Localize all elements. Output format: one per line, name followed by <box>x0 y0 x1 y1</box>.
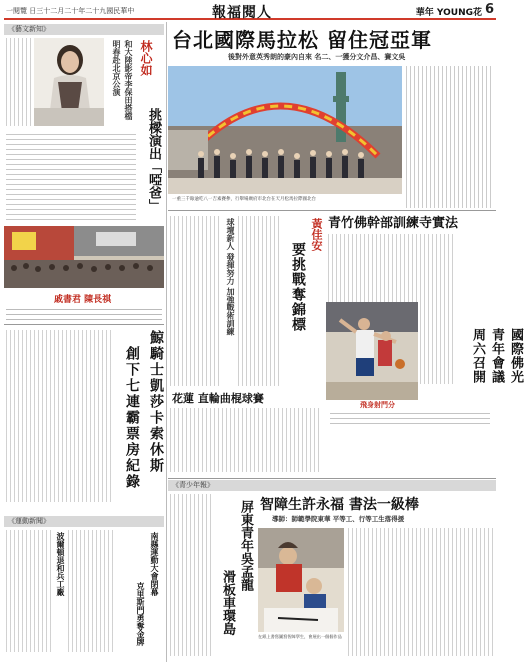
youth-tag: 《青少年報》 <box>168 480 496 491</box>
calligraphy-photo <box>258 528 344 632</box>
marathon-article <box>168 22 496 210</box>
h-divider-bottom <box>168 478 496 479</box>
marathon-body <box>406 66 494 208</box>
basketball-photo-caption: 飛身射門分 <box>360 401 395 409</box>
marathon-headline: 台北國際馬拉松 留住冠亞軍 <box>172 28 432 52</box>
basketball-caption-text <box>330 412 490 424</box>
marathon-photo-caption: 一重三千餘逾吃八一吉素賽參，行舉場廣府市北台在天月松馬拉際國北台 <box>172 197 316 202</box>
calligraphy-photo-caption: 在紙上書寫圖寫智障學生，會展出一個個作品 <box>258 634 342 639</box>
subhead-line-1: 和大陸影帝李保田搭檔 <box>124 40 134 120</box>
gold-medal-headline: 克里斯門勇奪金牌 <box>136 582 146 646</box>
headline-main: 挑樑演出「啞爸」 <box>146 108 161 212</box>
byline: 戚書君 陳長祺 <box>54 295 112 305</box>
basketball-article <box>168 212 324 388</box>
calligraphy-body <box>348 528 494 656</box>
hockey-headline: 花蓮 直輪曲棍球賽 <box>172 392 264 405</box>
masthead: 報福閱人 <box>212 5 272 21</box>
calligraphy-headline: 智障生許永福 書法一級棒 <box>260 497 419 513</box>
whale-rider-headline: 鯨騎士凱莎卡索休斯 <box>148 330 164 474</box>
left-top-body <box>6 130 136 220</box>
box-office-headline: 創下七連霸票房紀錄 <box>124 346 140 490</box>
marathon-photo <box>168 66 402 194</box>
crowd-photo <box>4 226 164 288</box>
v-divider <box>166 22 167 662</box>
marathon-subhead: 後對外意英秀朗的豪內自來 名二、一獲分文介昌、賽文吳 <box>228 52 406 61</box>
basketball-photo <box>326 302 418 400</box>
challenge-headline: 要挑戰奪錦標 <box>290 242 306 332</box>
scooter-headline-2: 滑板車環島 <box>220 570 235 635</box>
buddhist-headline: 青竹佛幹部訓練寺實法 <box>328 216 459 231</box>
basketball-body-left <box>170 216 222 386</box>
calligraphy-subhead: 導師：師範學院東華 平等工、行等工生落得援 <box>272 515 405 523</box>
left-mid-article <box>4 226 164 510</box>
left-top-article <box>4 24 164 224</box>
sports-tag: 《運動新聞》 <box>4 516 164 527</box>
hockey-article <box>168 390 324 476</box>
left-mid-body <box>6 330 112 502</box>
hockey-body <box>170 408 322 472</box>
scooter-body <box>170 494 214 656</box>
left-bottom-body-a <box>6 530 54 652</box>
section-tag: 《藝文新知》 <box>4 24 164 35</box>
page-number: 6 <box>484 2 494 17</box>
scooter-headline-1: 屏東青年吳孟龍 <box>238 500 253 591</box>
h-divider-main <box>168 210 496 211</box>
divider <box>4 324 164 325</box>
actress-photo <box>34 38 104 126</box>
page-header <box>4 2 496 20</box>
training-subhead: 球壇新人 發揮努力 加強戰術訓練 <box>226 218 236 336</box>
player-name: 黃佳安 <box>310 218 323 251</box>
bolton-headline: 波爾頓退和兵工廠 <box>56 532 66 596</box>
headline-name: 林心如 <box>139 40 153 76</box>
youth-conference-headline: 國際佛光青年會議 周六召開 <box>470 328 523 384</box>
section-name: 華年 YOUNG花 <box>415 8 482 18</box>
left-bottom-body-b <box>68 530 116 652</box>
basketball-body-mid <box>238 216 282 386</box>
date-line: 一閱覽 日三十二月二十年二十九國民華中 <box>6 7 135 15</box>
left-top-body-left <box>6 38 32 126</box>
subhead-line-2: 明春赴北京公演 <box>112 40 122 96</box>
county-games-headline: 南縣運動大會閉幕 <box>150 532 160 596</box>
youth-news-section <box>168 480 496 660</box>
left-bottom-article <box>4 516 164 656</box>
photo-caption-text <box>6 306 162 320</box>
